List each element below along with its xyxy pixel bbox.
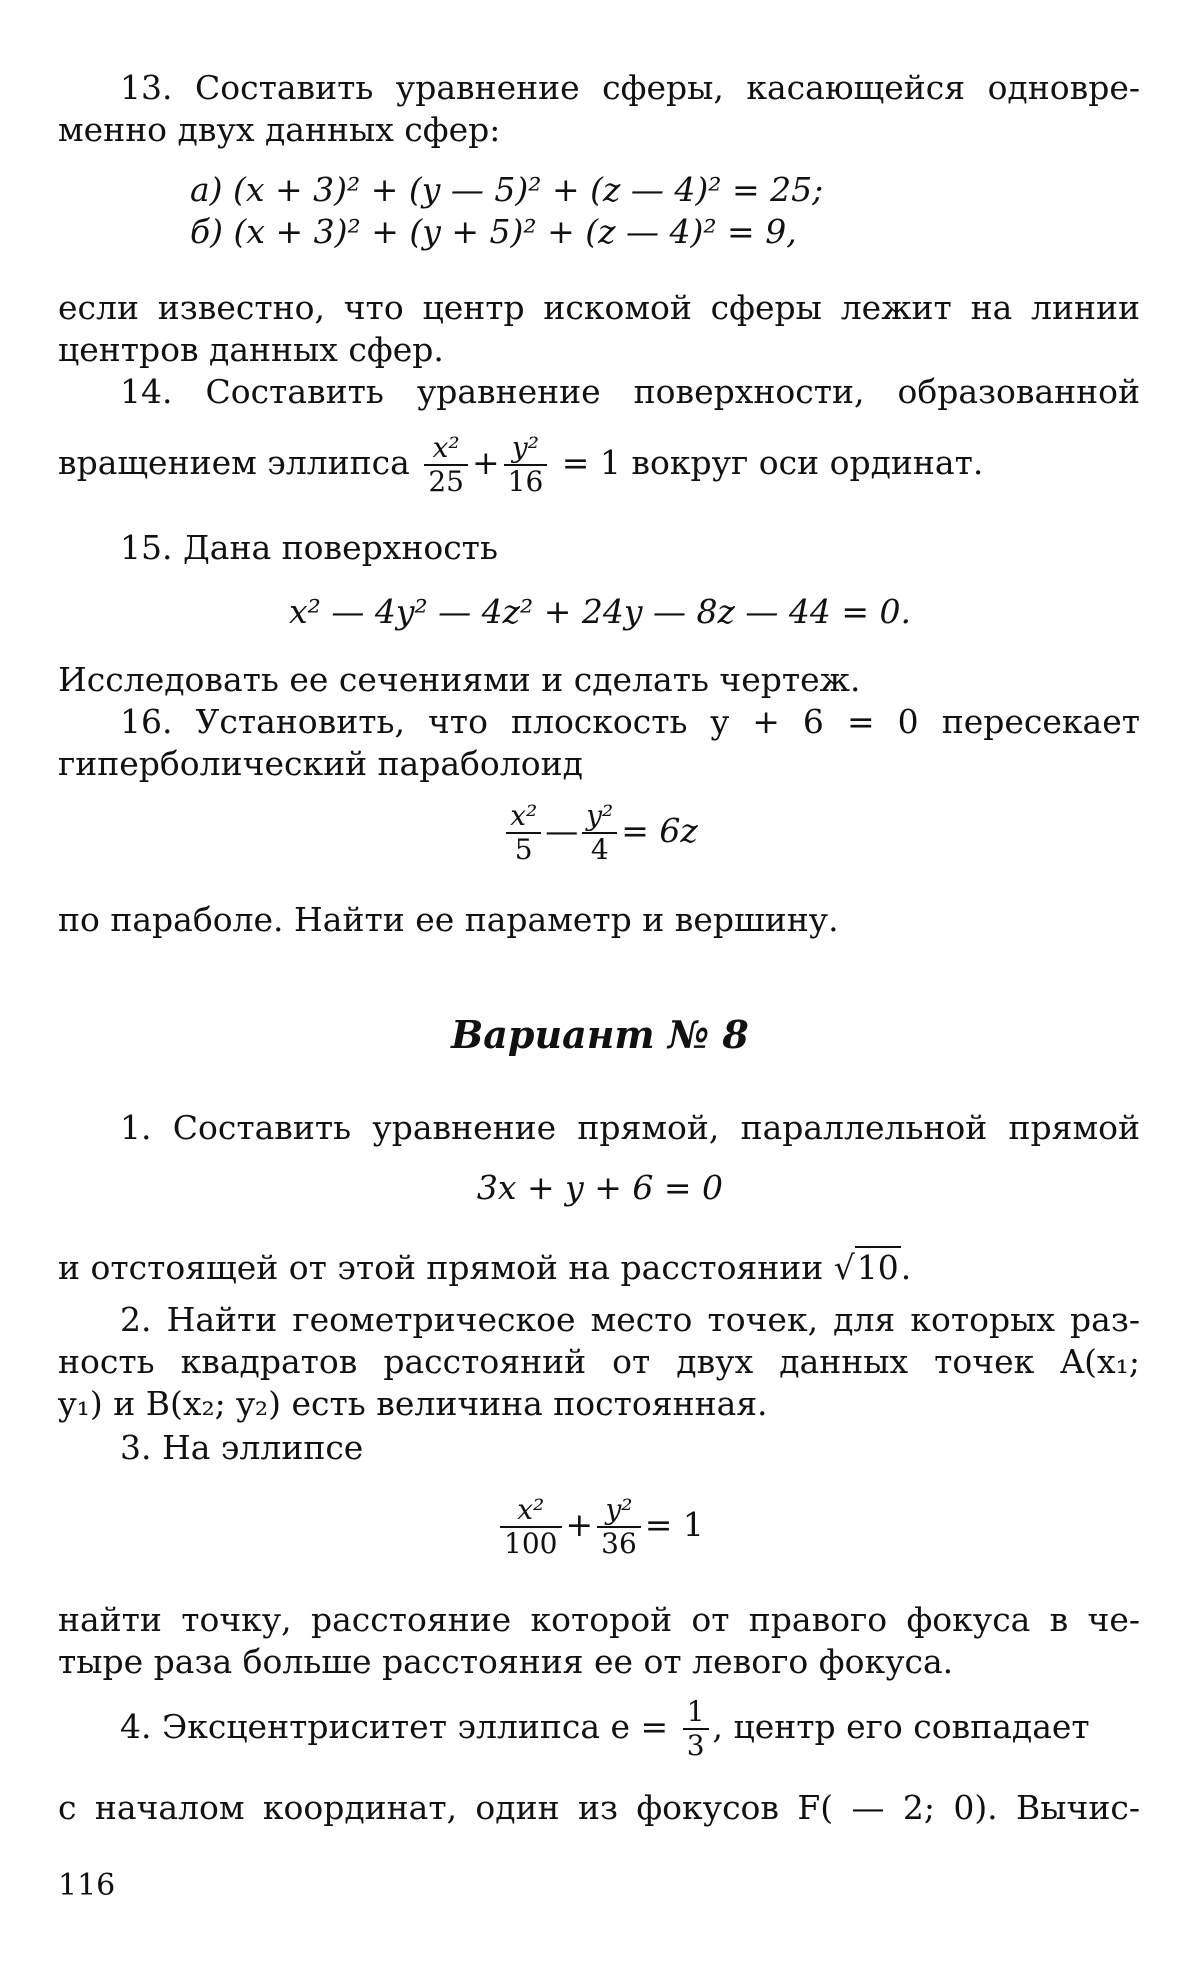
p13-line1: 13. Составить уравнение сферы, касающейся одновре- (120, 68, 1140, 107)
p13-line2: менно двух данных сфер: (58, 110, 501, 149)
v4-pre-text: 4. Эксцентриситет эллипса e = (120, 1707, 669, 1746)
v3-line1: 3. На эллипсе (120, 1428, 364, 1467)
p14-post-text: = 1 вокруг оси ординат. (561, 443, 984, 482)
page-number: 116 (58, 1868, 116, 1903)
v1-equation: 3x + y + 6 = 0 (476, 1168, 724, 1207)
p13-equation-b: б) (x + 3)² + (y + 5)² + (z — 4)² = 9, (190, 212, 797, 251)
p16-line2: гиперболический параболоид (58, 744, 583, 783)
p14-denominator-x: 25 (428, 465, 464, 498)
v4-numerator: 1 (683, 1696, 709, 1730)
v1-line1: 1. Составить уравнение прямой, параллельной прямой (120, 1108, 1140, 1147)
v4-denominator: 3 (686, 1729, 705, 1762)
p13-line3: если известно, что центр искомой сферы лежит на линии (58, 288, 1140, 327)
p14-numerator-y: y² (504, 432, 548, 466)
v4-fraction (683, 1696, 709, 1762)
v2-line1: 2. Найти геометрическое место точек, для которых раз- (120, 1300, 1140, 1339)
v3-numerator-y: y² (597, 1494, 641, 1528)
v2-line2: ность квадратов расстояний от двух данных точек A(x₁; (58, 1342, 1140, 1381)
v1-line2: и отстоящей от этой прямой на расстоянии √10. (58, 1248, 912, 1287)
p15-equation: x² — 4y² — 4z² + 24y — 8z — 44 = 0. (289, 592, 911, 631)
v3-fraction-x (500, 1494, 561, 1560)
p16-line1: 16. Установить, что плоскость y + 6 = 0 пересекает (120, 702, 1140, 741)
v3-denominator-y: 36 (601, 1527, 637, 1560)
p16-numerator-y: y² (582, 800, 617, 834)
p14-fraction-y (504, 432, 548, 498)
p14-pre-text: вращением эллипса (58, 443, 410, 482)
v3-numerator-x: x² (500, 1494, 561, 1528)
variant-heading: Вариант № 8 (451, 1012, 749, 1057)
v3-line3: тыре раза больше расстояния ее от левого фокуса. (58, 1642, 954, 1681)
v4-post-text: , центр его совпадает (712, 1707, 1090, 1746)
p13-equation-a: а) (x + 3)² + (y — 5)² + (z — 4)² = 25; (190, 170, 824, 209)
p16-denominator-y: 4 (590, 833, 609, 866)
p15-line2: Исследовать ее сечениями и сделать чертеж. (58, 660, 861, 699)
v3-denominator-x: 100 (504, 1527, 558, 1560)
p16-equation: $\frac{\text{x²}}{5}$ — $\frac{\text{y²}}{4}$ = 6z (0, 800, 1200, 866)
p16-denominator-x: 5 (514, 833, 533, 866)
p15-line1: 15. Дана поверхность (120, 528, 498, 567)
p16-fraction-x (506, 800, 541, 866)
p14-numerator-x: x² (424, 432, 468, 466)
v3-equation: $\frac{\text{x²}}{100}$ + $\frac{\text{y²}}{36}$ = 1 (0, 1494, 1200, 1560)
v3-fraction-y (597, 1494, 641, 1560)
p16-line3: по параболе. Найти ее параметр и вершину. (58, 900, 839, 939)
p14-denominator-y: 16 (507, 465, 544, 498)
p16-rhs: = 6z (621, 811, 698, 850)
v4-line1 (120, 1692, 1090, 1762)
p14-line2: вращением эллипса $\frac{\text{x²}}{25}$ + $\frac{\text{y²}}{16}$ = 1 вокруг оси ординат. (58, 431, 984, 498)
p16-numerator-x: x² (506, 800, 541, 834)
p14-fraction-x (424, 432, 468, 498)
v1-line2-text: и отстоящей от этой прямой на расстоянии (58, 1248, 824, 1287)
v4-line2: с началом координат, один из фокусов F( — 2; 0). Вычис- (58, 1788, 1140, 1827)
v2-line3: y₁) и B(x₂; y₂) есть величина постоянная. (58, 1384, 768, 1423)
p16-fraction-y (582, 800, 617, 866)
v3-line2: найти точку, расстояние которой от правого фокуса в че- (58, 1600, 1140, 1639)
p13-line4: центров данных сфер. (58, 330, 444, 369)
v3-rhs: = 1 (644, 1505, 704, 1544)
sqrt-radicand: 10 (856, 1248, 899, 1287)
p14-line1: 14. Составить уравнение поверхности, образованной (120, 372, 1140, 411)
sqrt-expression: √10 (833, 1248, 899, 1287)
